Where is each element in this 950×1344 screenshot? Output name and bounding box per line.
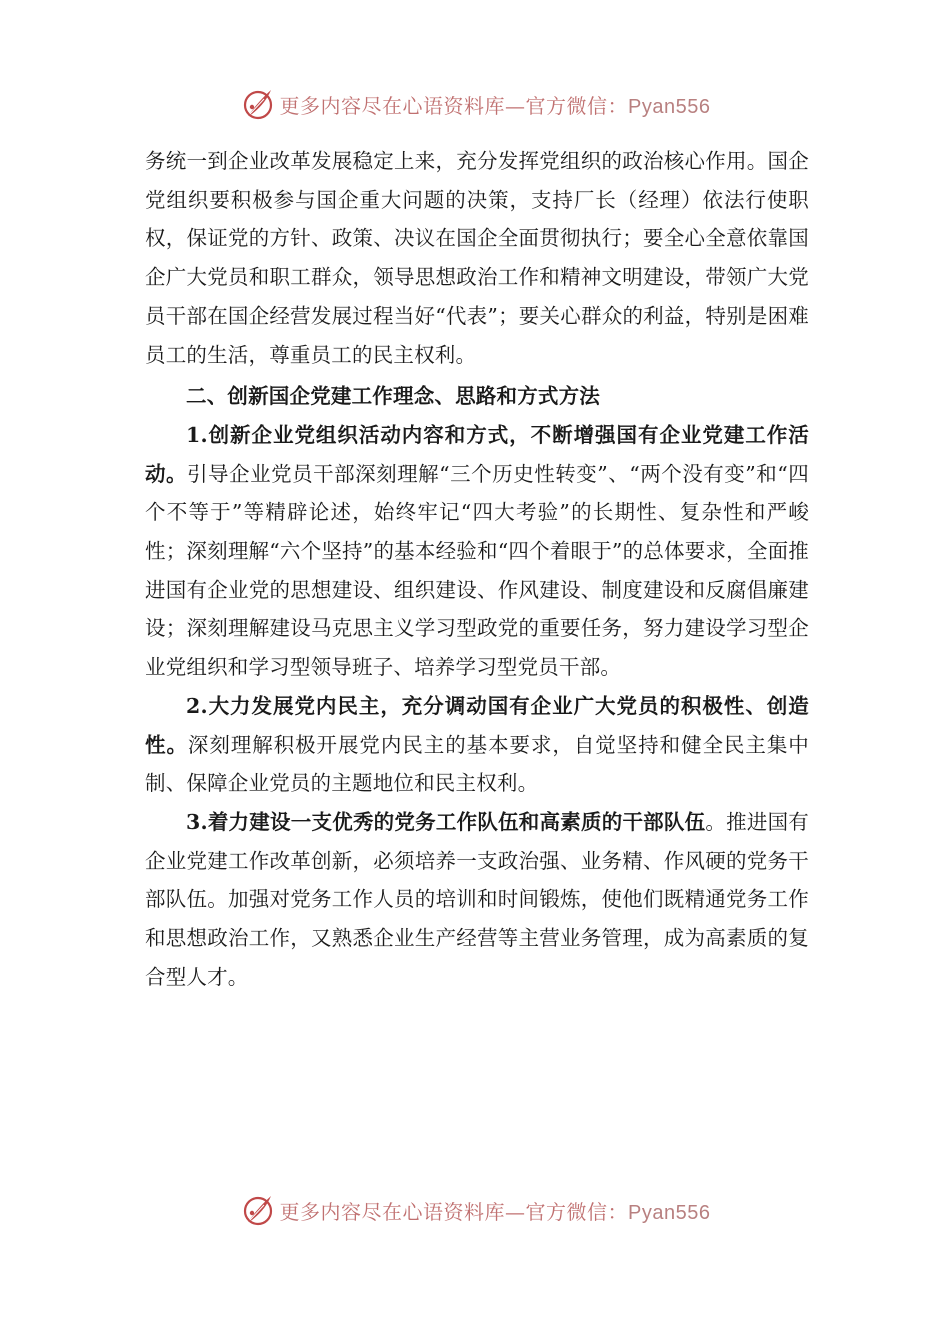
item-1-title: 1.创新企业党组织活动内容和方式，不断增强国有企业党建工作活动。 bbox=[145, 422, 809, 486]
item-3-title: 3.着力建设一支优秀的党务工作队伍和高素质的干部队伍 bbox=[186, 809, 706, 834]
item-3 bbox=[145, 803, 809, 997]
item-2-title: 2.大力发展党内民主，充分调动国有企业广大党员的积极性、创造性。 bbox=[145, 693, 809, 757]
item-2-body: 深刻理解积极开展党内民主的基本要求，自觉坚持和健全民主集中制、保障企业党员的主题地位和民主权利。 bbox=[145, 732, 809, 796]
paragraph-continuation: 务统一到企业改革发展稳定上来，充分发挥党组织的政治核心作用。国企党组织要积极参与国企重大问题的决策，支持厂长（经理）依法行使职权，保证党的方针、政策、决议在国企全面贯彻执行；要全心全意依靠国企广大党员和职工群众，领导思想政治工作和精神文明建设，带领广大党员干部在国企经营发展过程当好“代表”；要关心群众的利益，特别是困难员工的生活，尊重员工的民主权利。 bbox=[145, 149, 809, 367]
header-banner bbox=[0, 84, 950, 124]
banner-text: 更多内容尽在心语资料库—官方微信： bbox=[279, 1199, 629, 1224]
wechat-id: Pyan556 bbox=[628, 95, 711, 118]
section-heading-2: 二、创新国企党建工作理念、思路和方式方法 bbox=[186, 384, 600, 409]
footer-banner bbox=[0, 1190, 950, 1230]
banner-text: 更多内容尽在心语资料库—官方微信： bbox=[279, 93, 629, 118]
feather-pen-icon bbox=[240, 1192, 276, 1228]
feather-pen-icon bbox=[240, 86, 276, 122]
item-2 bbox=[145, 687, 809, 803]
item-3-body: 。推进国有企业党建工作改革创新，必须培养一支政治强、业务精、作风硬的党务干部队伍。加强对党务工作人员的培训和时间锻炼，使他们既精通党务工作和思想政治工作，又熟悉企业生产经营等主营业务管理，成为高素质的复合型人才。 bbox=[145, 809, 809, 989]
document-body bbox=[145, 142, 809, 996]
item-1 bbox=[145, 416, 809, 687]
wechat-id: Pyan556 bbox=[628, 1201, 711, 1224]
item-1-body: 引导企业党员干部深刻理解“三个历史性转变”、“两个没有变”和“四个不等于”等精辟论述，始终牢记“四大考验”的长期性、复杂性和严峻性；深刻理解“六个坚持”的基本经验和“四个着眼于”的总体要求，全面推进国有企业党的思想建设、组织建设、作风建设、制度建设和反腐倡廉建设；深刻理解建设马克思主义学习型政党的重要任务，努力建设学习型企业党组织和学习型领导班子、培养学习型党员干部。 bbox=[145, 461, 809, 680]
